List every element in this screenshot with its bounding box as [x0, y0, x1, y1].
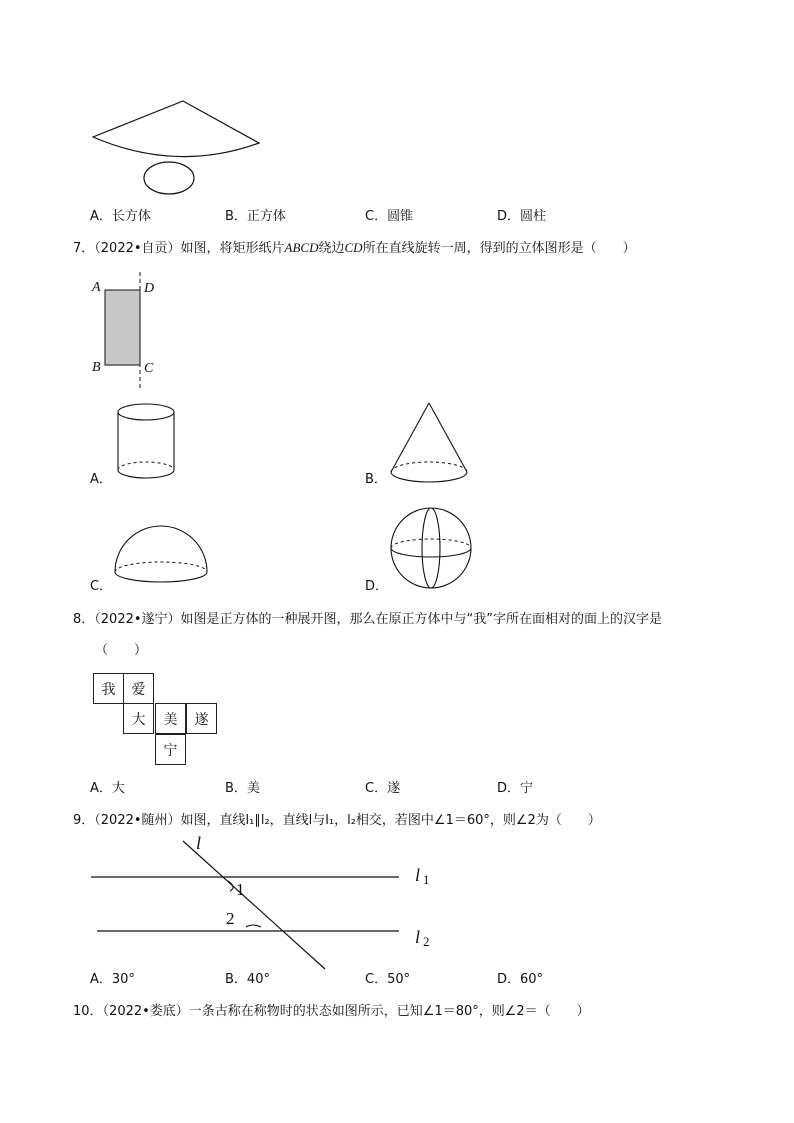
label-c: C — [144, 361, 154, 376]
q7-question — [73, 240, 636, 257]
net-cell-ai: 爱 — [123, 673, 154, 704]
sphere-figure — [388, 505, 478, 595]
q8-question-line2: （ ） — [95, 643, 148, 658]
q9-option-a: A．30° — [90, 972, 135, 987]
q9-option-c: C．50° — [365, 972, 411, 987]
cone-figure — [385, 400, 475, 485]
label-l2: l 2 — [415, 927, 430, 949]
q9-question: 9．（2022•随州）如图，直线l₁∥l₂，直线l与l₁，l₂相交，若图中∠1＝60°，则∠2为（ ） — [73, 813, 601, 828]
net-cell-mei: 美 — [155, 703, 186, 734]
label-angle-1: 1 — [236, 880, 245, 899]
net-cell-sui: 遂 — [186, 703, 217, 734]
q9-option-b: B．40° — [225, 972, 270, 987]
label-l: l — [196, 833, 202, 853]
q7-suffix: 所在直线旋转一周，得到的立体图形是（ ） — [362, 241, 636, 256]
q6-option-b: B．正方体 — [225, 209, 286, 224]
q7-option-d: D． — [365, 579, 389, 594]
label-d: D — [144, 281, 155, 296]
q7-option-c: C． — [90, 579, 113, 594]
q7-option-a: A． — [90, 472, 112, 487]
label-angle-2: 2 — [226, 909, 235, 928]
q7-cd: CD — [344, 240, 363, 255]
q6-option-d: D．圆柱 — [497, 209, 547, 224]
label-b: B — [92, 360, 101, 375]
cylinder-figure — [110, 402, 190, 484]
q8-option-a: A．大 — [90, 781, 125, 796]
sector-shape — [93, 101, 259, 157]
parallel-lines-figure — [85, 835, 455, 975]
transversal-l — [183, 841, 325, 969]
q7-abcd: ABCD — [284, 240, 319, 255]
q8-option-c: C．遂 — [365, 781, 401, 796]
q10-question: 10．（2022•娄底）一条古称在称物时的状态如图所示，已知∠1＝80°，则∠2＝（ ） — [73, 1004, 590, 1019]
q9-option-d: D．60° — [497, 972, 544, 987]
net-cell-wo: 我 — [93, 673, 124, 704]
q8-question-line1: 8．（2022•遂宁）如图是正方体的一种展开图，那么在原正方体中与“我”字所在面相对的面上的汉字是 — [73, 612, 662, 627]
net-cell-ning: 宁 — [155, 734, 186, 765]
q7-prefix: 7．（2022•自贡）如图，将矩形纸片 — [73, 241, 285, 256]
q8-option-d: D．宁 — [497, 781, 534, 796]
q7-option-b: B． — [365, 472, 387, 487]
label-a: A — [92, 280, 101, 295]
angle-2-arc — [246, 925, 261, 927]
q7-mid: 绕边 — [318, 241, 345, 256]
base-circle — [144, 162, 194, 194]
q8-option-b: B．美 — [225, 781, 260, 796]
hemisphere-figure — [112, 520, 212, 590]
q6-option-c: C．圆锥 — [365, 209, 414, 224]
label-l1: l 1 — [415, 865, 430, 887]
q6-option-a: A．长方体 — [90, 209, 151, 224]
sector-cone-net-figure — [85, 95, 265, 200]
net-cell-da: 大 — [123, 703, 154, 734]
